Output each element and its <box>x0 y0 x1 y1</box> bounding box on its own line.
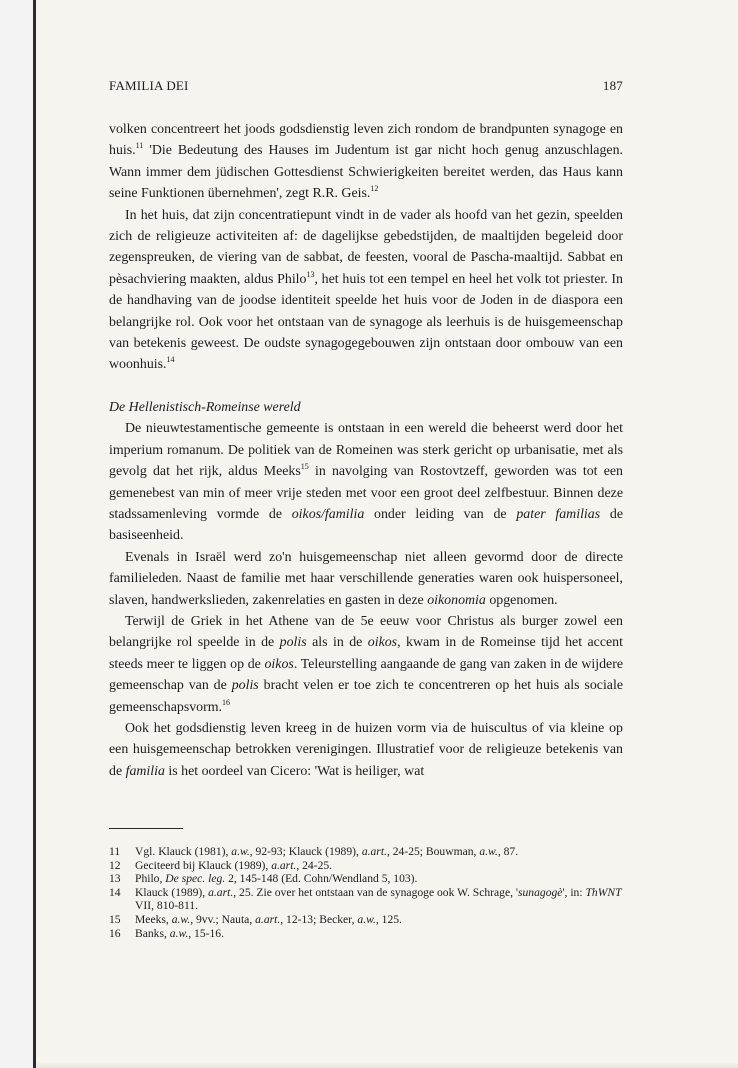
footnotes <box>109 845 623 940</box>
footnote-ref-11[interactable]: 11 <box>135 141 144 151</box>
footnote-number: 16 <box>109 926 121 940</box>
footnote-text: Meeks, a.w., 9vv.; Nauta, a.art., 12-13; Becker, a.w., 125. <box>135 912 402 926</box>
footnote-ref-13[interactable]: 13 <box>306 269 315 279</box>
footnote-15 <box>109 913 623 927</box>
paragraph-3: De nieuwtestamentische gemeente is ontstaan in een wereld die beheerst werd door het imperium romanum. De politiek van de Romeinen was sterk gericht op urbanisatie, met als gevolg dat het rijk, aldus Meeks$^{15}$ in navolging van Rostovtzeff, geworden was tot een gemenebest van min of meer vrije steden met voor een groot deel zelfbestuur. Binnen deze stadssamenleving vormde de oikos/familia onder leiding van de pater familias de basiseenheid. <box>109 421 623 544</box>
running-title: FAMILIA DEI <box>109 78 189 93</box>
scan-shadow <box>36 1062 738 1068</box>
section-heading: De Hellenistisch-Romeinse wereld <box>109 399 301 415</box>
footnote-ref-14[interactable]: 14 <box>166 355 175 365</box>
footnote-text: Vgl. Klauck (1981), a.w., 92-93; Klauck (1989), a.art., 24-25; Bouwman, a.w., 87. <box>135 845 519 858</box>
footnote-14 <box>109 886 623 913</box>
footnote-text: Geciteerd bij Klauck (1989), a.art., 24-25. <box>135 858 333 872</box>
footnote-12 <box>109 859 623 873</box>
footnote-number: 15 <box>109 912 121 926</box>
footnote-number: 12 <box>109 858 121 872</box>
footnote-ref-15[interactable]: 15 <box>300 462 309 472</box>
page-number: 187 <box>602 78 623 93</box>
paragraph-4: Evenals in Israël werd zo'n huisgemeenschap niet alleen gevormd door de directe familieleden. Naast de familie met haar verschillende generaties waren ook huispersoneel, slaven, handwerkslieden, zakenrelaties en gasten in deze oikonomia opgenomen. <box>109 549 623 608</box>
scan-border <box>0 0 36 1068</box>
footnote-text: Klauck (1989), a.art., 25. Zie over het ontstaan van de synagoge ook W. Schrage, 'sunagogè', in: ThWNT VII, 810-811. <box>135 885 622 913</box>
footnote-text: Philo, De spec. leg. 2, 145-148 (Ed. Cohn/Wendland 5, 103). <box>135 872 418 886</box>
footnote-number: 14 <box>109 885 121 899</box>
paragraph-6: Ook het godsdienstig leven kreeg in de huizen vorm via de huiscultus of via kleine op een huisgemeenschap betrokken verenigingen. Illustratief voor de religieuze betekenis van de familia is het oordeel van Cicero: 'Wat is heiliger, wat <box>109 720 623 779</box>
footnote-divider <box>109 828 183 829</box>
footnote-number: 13 <box>109 872 121 886</box>
footnote-11 <box>109 845 623 859</box>
footnote-16 <box>109 927 623 941</box>
footnote-text: Banks, a.w., 15-16. <box>135 926 224 940</box>
paragraph-5: Terwijl de Griek in het Athene van de 5e eeuw voor Christus als burger zowel een belangrijke rol speelde in de polis als in de oikos, kwam in de Romeinse tijd het accent steeds meer te liggen op de oikos. Teleurstelling aangaande de gang van zaken in de wijdere gemeenschap van de polis bracht velen er toe zich te concentreren op het huis als sociale gemeenschapsvorm.$^{16}$ <box>109 613 623 715</box>
footnote-13 <box>109 872 623 886</box>
footnote-ref-16[interactable]: 16 <box>222 697 231 707</box>
paragraph-1: volken concentreert het joods godsdienstig leven zich rondom de brandpunten synagoge en huis.$^{11}$ 'Die Bedeutung des Hauses im Judentum ist gar nicht hoch genug anzuschlagen. Wann immer dem jüdischen Gottesdienst Schwierigkeiten bereitet werden, das Haus kann seine Funktionen übernehmen', zegt R.R. Geis.$^{12}$ <box>109 122 623 202</box>
footnote-number: 11 <box>109 845 121 858</box>
paragraph-2: In het huis, dat zijn concentratiepunt vindt in de vader als hoofd van het gezin, speelden zich de religieuze activiteiten af: de dagelijkse gebedstijden, de maaltijden begeleid door zegenspreuken, de viering van de sabbat, de feesten, vooral de Pascha-maaltijd. Sabbat en pèsachviering maakten, aldus Philo$^{13}$, het huis tot een tempel en heel het volk tot priester. In de handhaving van de joodse identiteit speelde het huis voor de Joden in de diaspora een belangrijke rol. Ook voor het ontstaan van de synagoge als leerhuis is de huisgemeenschap van betekenis geweest. De oudste synagogegebouwen zijn ontstaan door ombouw van een woonhuis.$^{14}$ <box>109 207 623 373</box>
body-text <box>109 119 623 782</box>
footnote-ref-12[interactable]: 12 <box>370 184 379 194</box>
